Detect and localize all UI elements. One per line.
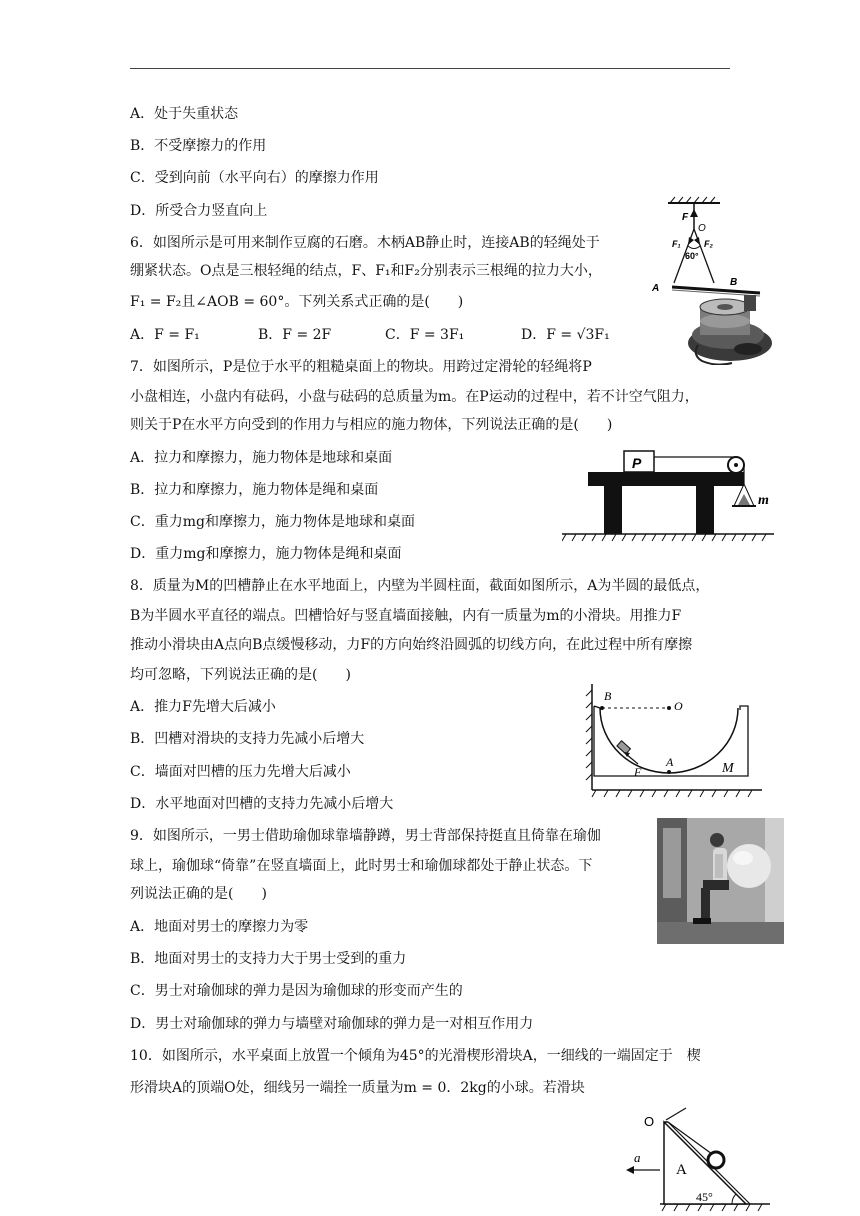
q6-label-f1: F₁ <box>672 239 681 249</box>
q9-option-c: C．男士对瑜伽球的弹力是因为瑜伽球的形变而产生的 <box>130 983 463 999</box>
q6-option-b: B．F = 2F <box>258 327 332 343</box>
q6-options <box>130 325 610 345</box>
q8-label-m: M <box>722 761 734 776</box>
q7-label-p: P <box>632 455 642 471</box>
q9-option-a: A．地面对男士的摩擦力为零 <box>130 919 309 935</box>
q5-option-c: C．受到向前（水平向右）的摩擦力作用 <box>130 170 379 186</box>
q9-photo-wall-squat <box>657 818 784 944</box>
q8-option-c: C．墙面对凹槽的压力先增大后减小 <box>130 764 351 780</box>
q6-option-a: A．F = F₁ <box>130 327 200 343</box>
q10-label-angle: 45° <box>696 1190 713 1204</box>
q8-option-a: A．推力F先增大后减小 <box>130 699 276 715</box>
q7-figure-table-pulley <box>562 446 777 544</box>
q6-stem-line-2: 绷紧状态。O点是三根轻绳的结点，F、F₁和F₂分别表示三根绳的拉力大小， <box>130 263 602 279</box>
q6-label-a: A <box>652 283 660 294</box>
q6-figure-stone-mill <box>648 195 778 365</box>
q6-label-f2: F₂ <box>704 239 713 249</box>
q7-stem-line-2: 小盘相连，小盘内有砝码，小盘与砝码的总质量为m。在P运动的过程中，若不计空气阻力， <box>130 389 699 405</box>
q9-option-d: D．男士对瑜伽球的弹力与墙壁对瑜伽球的弹力是一对相互作用力 <box>130 1016 534 1032</box>
q5-option-b: B．不受摩擦力的作用 <box>130 138 267 154</box>
q10-stem-line-1: 10．如图所示，水平桌面上放置一个倾角为45°的光滑楔形滑块A，一细线的一端固定于 楔 <box>130 1048 701 1064</box>
q10-figure-wedge <box>624 1104 774 1212</box>
q6-label-f: F <box>682 212 689 223</box>
q8-stem-line-1: 8．质量为M的凹槽静止在水平地面上，内壁为半圆柱面，截面如图所示，A为半圆的最低点， <box>130 578 710 594</box>
q8-option-b: B．凹槽对滑块的支持力先减小后增大 <box>130 731 365 747</box>
q8-stem-line-2: B为半圆水平直径的端点。凹槽恰好与竖直墙面接触，内有一质量为m的小滑块。用推力F <box>130 608 682 624</box>
q6-label-angle: 60° <box>685 251 699 261</box>
q9-stem-line-1: 9．如图所示，一男士借助瑜伽球靠墙静蹲，男士背部保持挺直且倚靠在瑜伽 <box>130 828 601 844</box>
q7-option-d: D．重力mg和摩擦力，施力物体是绳和桌面 <box>130 546 402 562</box>
q9-stem-line-2: 球上，瑜伽球“倚靠”在竖直墙面上，此时男士和瑜伽球都处于静止状态。下 <box>130 858 593 874</box>
q8-label-f: F <box>634 765 642 779</box>
q8-option-d: D．水平地面对凹槽的支持力先减小后增大 <box>130 796 394 812</box>
q10-label-a-wedge: A <box>676 1162 687 1178</box>
q6-stem-line-3: F₁ = F₂且∠AOB = 60°。下列关系式正确的是( ) <box>130 294 464 310</box>
q5-option-d: D．所受合力竖直向上 <box>130 203 268 219</box>
q7-option-c: C．重力mg和摩擦力，施力物体是地球和桌面 <box>130 514 415 530</box>
q7-stem-line-3: 则关于P在水平方向受到的作用力与相应的施力物体，下列说法正确的是( ) <box>130 417 613 433</box>
q8-stem-line-4: 均可忽略，下列说法正确的是( ) <box>130 667 351 683</box>
q10-stem-line-2: 形滑块A的顶端O处，细线另一端拴一质量为m = 0．2kg的小球。若滑块 <box>130 1080 585 1096</box>
header-rule <box>130 68 730 69</box>
q9-stem-line-3: 列说法正确的是( ) <box>130 886 267 902</box>
q10-label-accel: a <box>634 1150 641 1165</box>
q5-option-a: A．处于失重状态 <box>130 106 239 122</box>
q7-label-m: m <box>758 493 769 508</box>
q8-label-b: B <box>604 689 612 703</box>
q7-option-a: A．拉力和摩擦力，施力物体是地球和桌面 <box>130 450 393 466</box>
q10-label-o: O <box>644 1114 655 1129</box>
q9-option-b: B．地面对男士的支持力大于男士受到的重力 <box>130 951 407 967</box>
q6-label-o: O <box>698 223 706 234</box>
q7-stem-line-1: 7．如图所示，P是位于水平的粗糙桌面上的物块。用跨过定滑轮的轻绳将P <box>130 359 592 375</box>
q6-option-d: D．F = √3F₁ <box>521 327 610 343</box>
q7-option-b: B．拉力和摩擦力，施力物体是绳和桌面 <box>130 482 379 498</box>
q6-option-c: C．F = 3F₁ <box>385 327 465 343</box>
q6-label-b: B <box>730 277 738 288</box>
q8-figure-groove <box>580 680 765 800</box>
q8-stem-line-3: 推动小滑块由A点向B点缓慢移动，力F的方向始终沿圆弧的切线方向，在此过程中所有摩擦 <box>130 637 693 653</box>
q8-label-o: O <box>674 699 683 713</box>
q6-stem-line-1: 6．如图所示是可用来制作豆腐的石磨。木柄AB静止时，连接AB的轻绳处于 <box>130 235 600 251</box>
q8-label-a: A <box>666 755 674 769</box>
